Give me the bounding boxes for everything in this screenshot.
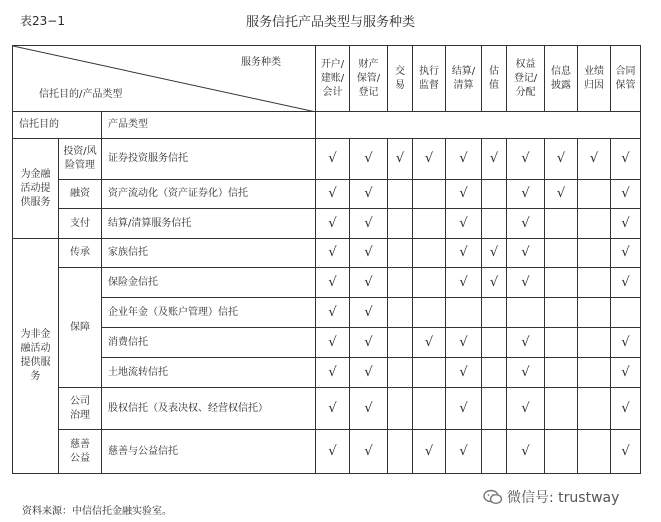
check-mark-cell: √ [316, 268, 350, 298]
empty-cell [545, 209, 578, 239]
check-mark-cell: √ [350, 209, 388, 239]
category-cell [59, 209, 102, 239]
service-column-header [545, 46, 578, 112]
service-column-header [578, 46, 611, 112]
product-type-cell: 家族信托 [102, 239, 316, 268]
empty-cell [413, 180, 446, 209]
empty-cell [611, 298, 641, 328]
empty-cell [413, 358, 446, 388]
check-mark-cell: √ [446, 430, 482, 474]
service-name-line: 值 [489, 79, 499, 91]
check-mark-cell: √ [388, 139, 413, 180]
service-name-line: 清算 [453, 79, 474, 91]
product-type-cell: 土地流转信托 [102, 358, 316, 388]
check-mark-cell: √ [413, 328, 446, 358]
wechat-watermark [483, 487, 619, 507]
check-mark-cell: √ [507, 209, 545, 239]
table-row [13, 358, 641, 388]
category-cell [59, 139, 102, 180]
empty-cell [507, 298, 545, 328]
check-mark-cell: √ [350, 239, 388, 268]
check-mark-cell: √ [482, 239, 507, 268]
check-mark-cell: √ [316, 328, 350, 358]
empty-cell [482, 388, 507, 430]
empty-cell [388, 388, 413, 430]
empty-cell [578, 180, 611, 209]
empty-cell [388, 328, 413, 358]
empty-cell [388, 209, 413, 239]
corner-service-label: 服务种类 [241, 57, 281, 68]
empty-cell [545, 298, 578, 328]
check-mark-cell: √ [350, 139, 388, 180]
source-note: 资料来源：中信信托金融实验室。 [22, 506, 172, 517]
category-cell [59, 180, 102, 209]
check-mark-cell: √ [316, 139, 350, 180]
product-type-cell: 资产流动化（资产证券化）信托 [102, 180, 316, 209]
service-name-line: 保管 [615, 79, 636, 91]
service-name-line: 登记 [358, 86, 379, 98]
check-mark-cell: √ [350, 298, 388, 328]
empty-cell [578, 358, 611, 388]
service-name-line: 估 [489, 65, 499, 77]
service-name-line: 交 [395, 65, 405, 77]
service-name-line: 披露 [551, 79, 571, 91]
category-cell [59, 268, 102, 388]
category-line: 传承 [70, 247, 90, 258]
check-mark-cell: √ [611, 239, 641, 268]
service-name-line: 易 [395, 79, 405, 91]
check-mark-cell: √ [316, 180, 350, 209]
empty-cell [545, 328, 578, 358]
check-mark-cell: √ [545, 180, 578, 209]
empty-cell [482, 358, 507, 388]
purpose-line: 提供服 [20, 357, 51, 368]
table-row [13, 328, 641, 358]
table-row [13, 268, 641, 298]
category-line: 保障 [70, 321, 90, 333]
service-name-line: 归因 [584, 79, 604, 91]
check-mark-cell: √ [446, 239, 482, 268]
table-row [13, 209, 641, 239]
check-mark-cell: √ [545, 139, 578, 180]
check-mark-cell: √ [350, 328, 388, 358]
check-mark-cell: √ [316, 239, 350, 268]
empty-cell [388, 298, 413, 328]
check-mark-cell: √ [507, 180, 545, 209]
service-name-line: 监督 [419, 79, 439, 91]
empty-cell [578, 430, 611, 474]
service-name-line: 合同 [615, 65, 636, 77]
service-name-line: 会计 [322, 86, 343, 98]
subheader-row [13, 112, 641, 139]
service-name-line: 权益 [515, 58, 536, 70]
empty-cell [482, 328, 507, 358]
wechat-icon [483, 489, 503, 505]
check-mark-cell: √ [350, 358, 388, 388]
product-type-cell: 股权信托（及表决权、经营权信托） [102, 388, 316, 430]
purpose-line: 务 [30, 371, 41, 382]
check-mark-cell: √ [446, 209, 482, 239]
check-mark-cell: √ [350, 268, 388, 298]
empty-cell [388, 180, 413, 209]
service-column-header [446, 46, 482, 112]
empty-cell [482, 180, 507, 209]
check-mark-cell: √ [507, 358, 545, 388]
service-column-header [611, 46, 641, 112]
category-cell [59, 430, 102, 474]
service-column-header [316, 46, 350, 112]
check-mark-cell: √ [482, 268, 507, 298]
check-mark-cell: √ [446, 328, 482, 358]
empty-cell [446, 298, 482, 328]
service-name-line: 结算/ [451, 65, 476, 77]
service-name-line: 执行 [419, 65, 439, 77]
product-type-cell: 保险金信托 [102, 268, 316, 298]
empty-cell [545, 430, 578, 474]
empty-cell [413, 298, 446, 328]
check-mark-cell: √ [446, 388, 482, 430]
subheader-blank [316, 112, 641, 139]
category-cell [59, 388, 102, 430]
service-name-line: 业绩 [584, 65, 604, 77]
check-mark-cell: √ [611, 358, 641, 388]
product-type-cell: 企业年金（及账户管理）信托 [102, 298, 316, 328]
table-number: 表23−1 [20, 14, 65, 28]
check-mark-cell: √ [578, 139, 611, 180]
service-name-line: 信息 [551, 65, 571, 77]
corner-purpose-label: 信托目的/产品类型 [39, 89, 123, 100]
check-mark-cell: √ [446, 180, 482, 209]
purpose-cell [13, 139, 59, 239]
service-column-header [388, 46, 413, 112]
check-mark-cell: √ [482, 139, 507, 180]
diagonal-corner-cell [13, 46, 316, 112]
product-type-cell: 证券投资服务信托 [102, 139, 316, 180]
check-mark-cell: √ [611, 430, 641, 474]
check-mark-cell: √ [316, 388, 350, 430]
category-line: 慈善 [70, 438, 90, 450]
check-mark-cell: √ [507, 268, 545, 298]
check-mark-cell: √ [611, 139, 641, 180]
check-mark-cell: √ [507, 328, 545, 358]
service-column-header [413, 46, 446, 112]
service-trust-table [12, 45, 641, 474]
purpose-line: 为金融 [20, 168, 51, 180]
check-mark-cell: √ [316, 358, 350, 388]
check-mark-cell: √ [350, 180, 388, 209]
check-mark-cell: √ [611, 328, 641, 358]
empty-cell [413, 388, 446, 430]
empty-cell [545, 358, 578, 388]
empty-cell [578, 209, 611, 239]
service-name-line: 开户/ [320, 58, 345, 70]
service-column-header [482, 46, 507, 112]
check-mark-cell: √ [413, 139, 446, 180]
empty-cell [482, 430, 507, 474]
service-name-line: 分配 [515, 86, 536, 98]
empty-cell [545, 239, 578, 268]
purpose-cell [13, 239, 59, 474]
product-type-column-header: 产品类型 [102, 112, 316, 139]
category-line: 支付 [70, 217, 90, 229]
empty-cell [413, 268, 446, 298]
empty-cell [413, 239, 446, 268]
category-cell [59, 239, 102, 268]
empty-cell [482, 209, 507, 239]
check-mark-cell: √ [413, 430, 446, 474]
empty-cell [545, 388, 578, 430]
empty-cell [545, 268, 578, 298]
check-mark-cell: √ [350, 388, 388, 430]
purpose-line: 为非金 [20, 329, 51, 340]
table-title: 服务信托产品类型与服务种类 [245, 15, 415, 30]
empty-cell [482, 298, 507, 328]
check-mark-cell: √ [316, 298, 350, 328]
check-mark-cell: √ [507, 430, 545, 474]
check-mark-cell: √ [611, 180, 641, 209]
check-mark-cell: √ [446, 139, 482, 180]
check-mark-cell: √ [316, 209, 350, 239]
purpose-line: 供服务 [20, 196, 51, 208]
category-line: 公益 [70, 452, 90, 464]
purpose-column-header: 信托目的 [13, 112, 102, 139]
category-line: 投资/风 [63, 146, 97, 157]
table-row [13, 298, 641, 328]
empty-cell [578, 388, 611, 430]
category-line: 融资 [70, 188, 90, 199]
purpose-line: 活动提 [20, 182, 51, 194]
product-type-cell: 结算/清算服务信托 [102, 209, 316, 239]
table-row [13, 388, 641, 430]
purpose-line: 融活动 [20, 343, 51, 354]
empty-cell [578, 239, 611, 268]
table-row [13, 430, 641, 474]
empty-cell [578, 328, 611, 358]
service-column-header [507, 46, 545, 112]
empty-cell [578, 268, 611, 298]
watermark-text: 微信号: trustway [507, 490, 620, 506]
table-row [13, 180, 641, 209]
service-name-line: 财产 [358, 58, 379, 70]
check-mark-cell: √ [507, 139, 545, 180]
check-mark-cell: √ [350, 430, 388, 474]
product-type-cell: 消费信托 [102, 328, 316, 358]
table-row [13, 139, 641, 180]
check-mark-cell: √ [507, 388, 545, 430]
product-type-cell: 慈善与公益信托 [102, 430, 316, 474]
service-name-line: 建账/ [320, 72, 345, 84]
check-mark-cell: √ [446, 358, 482, 388]
check-mark-cell: √ [507, 239, 545, 268]
empty-cell [388, 358, 413, 388]
check-mark-cell: √ [611, 388, 641, 430]
service-name-line: 保管/ [356, 72, 381, 84]
service-name-line: 登记/ [513, 72, 538, 84]
category-line: 治理 [70, 409, 90, 421]
check-mark-cell: √ [611, 209, 641, 239]
service-header-row [13, 46, 641, 112]
service-column-header [350, 46, 388, 112]
empty-cell [388, 268, 413, 298]
empty-cell [578, 298, 611, 328]
empty-cell [413, 209, 446, 239]
category-line: 险管理 [65, 160, 95, 171]
table-row [13, 239, 641, 268]
check-mark-cell: √ [446, 268, 482, 298]
category-line: 公司 [70, 395, 90, 407]
check-mark-cell: √ [611, 268, 641, 298]
check-mark-cell: √ [316, 430, 350, 474]
empty-cell [388, 239, 413, 268]
empty-cell [388, 430, 413, 474]
